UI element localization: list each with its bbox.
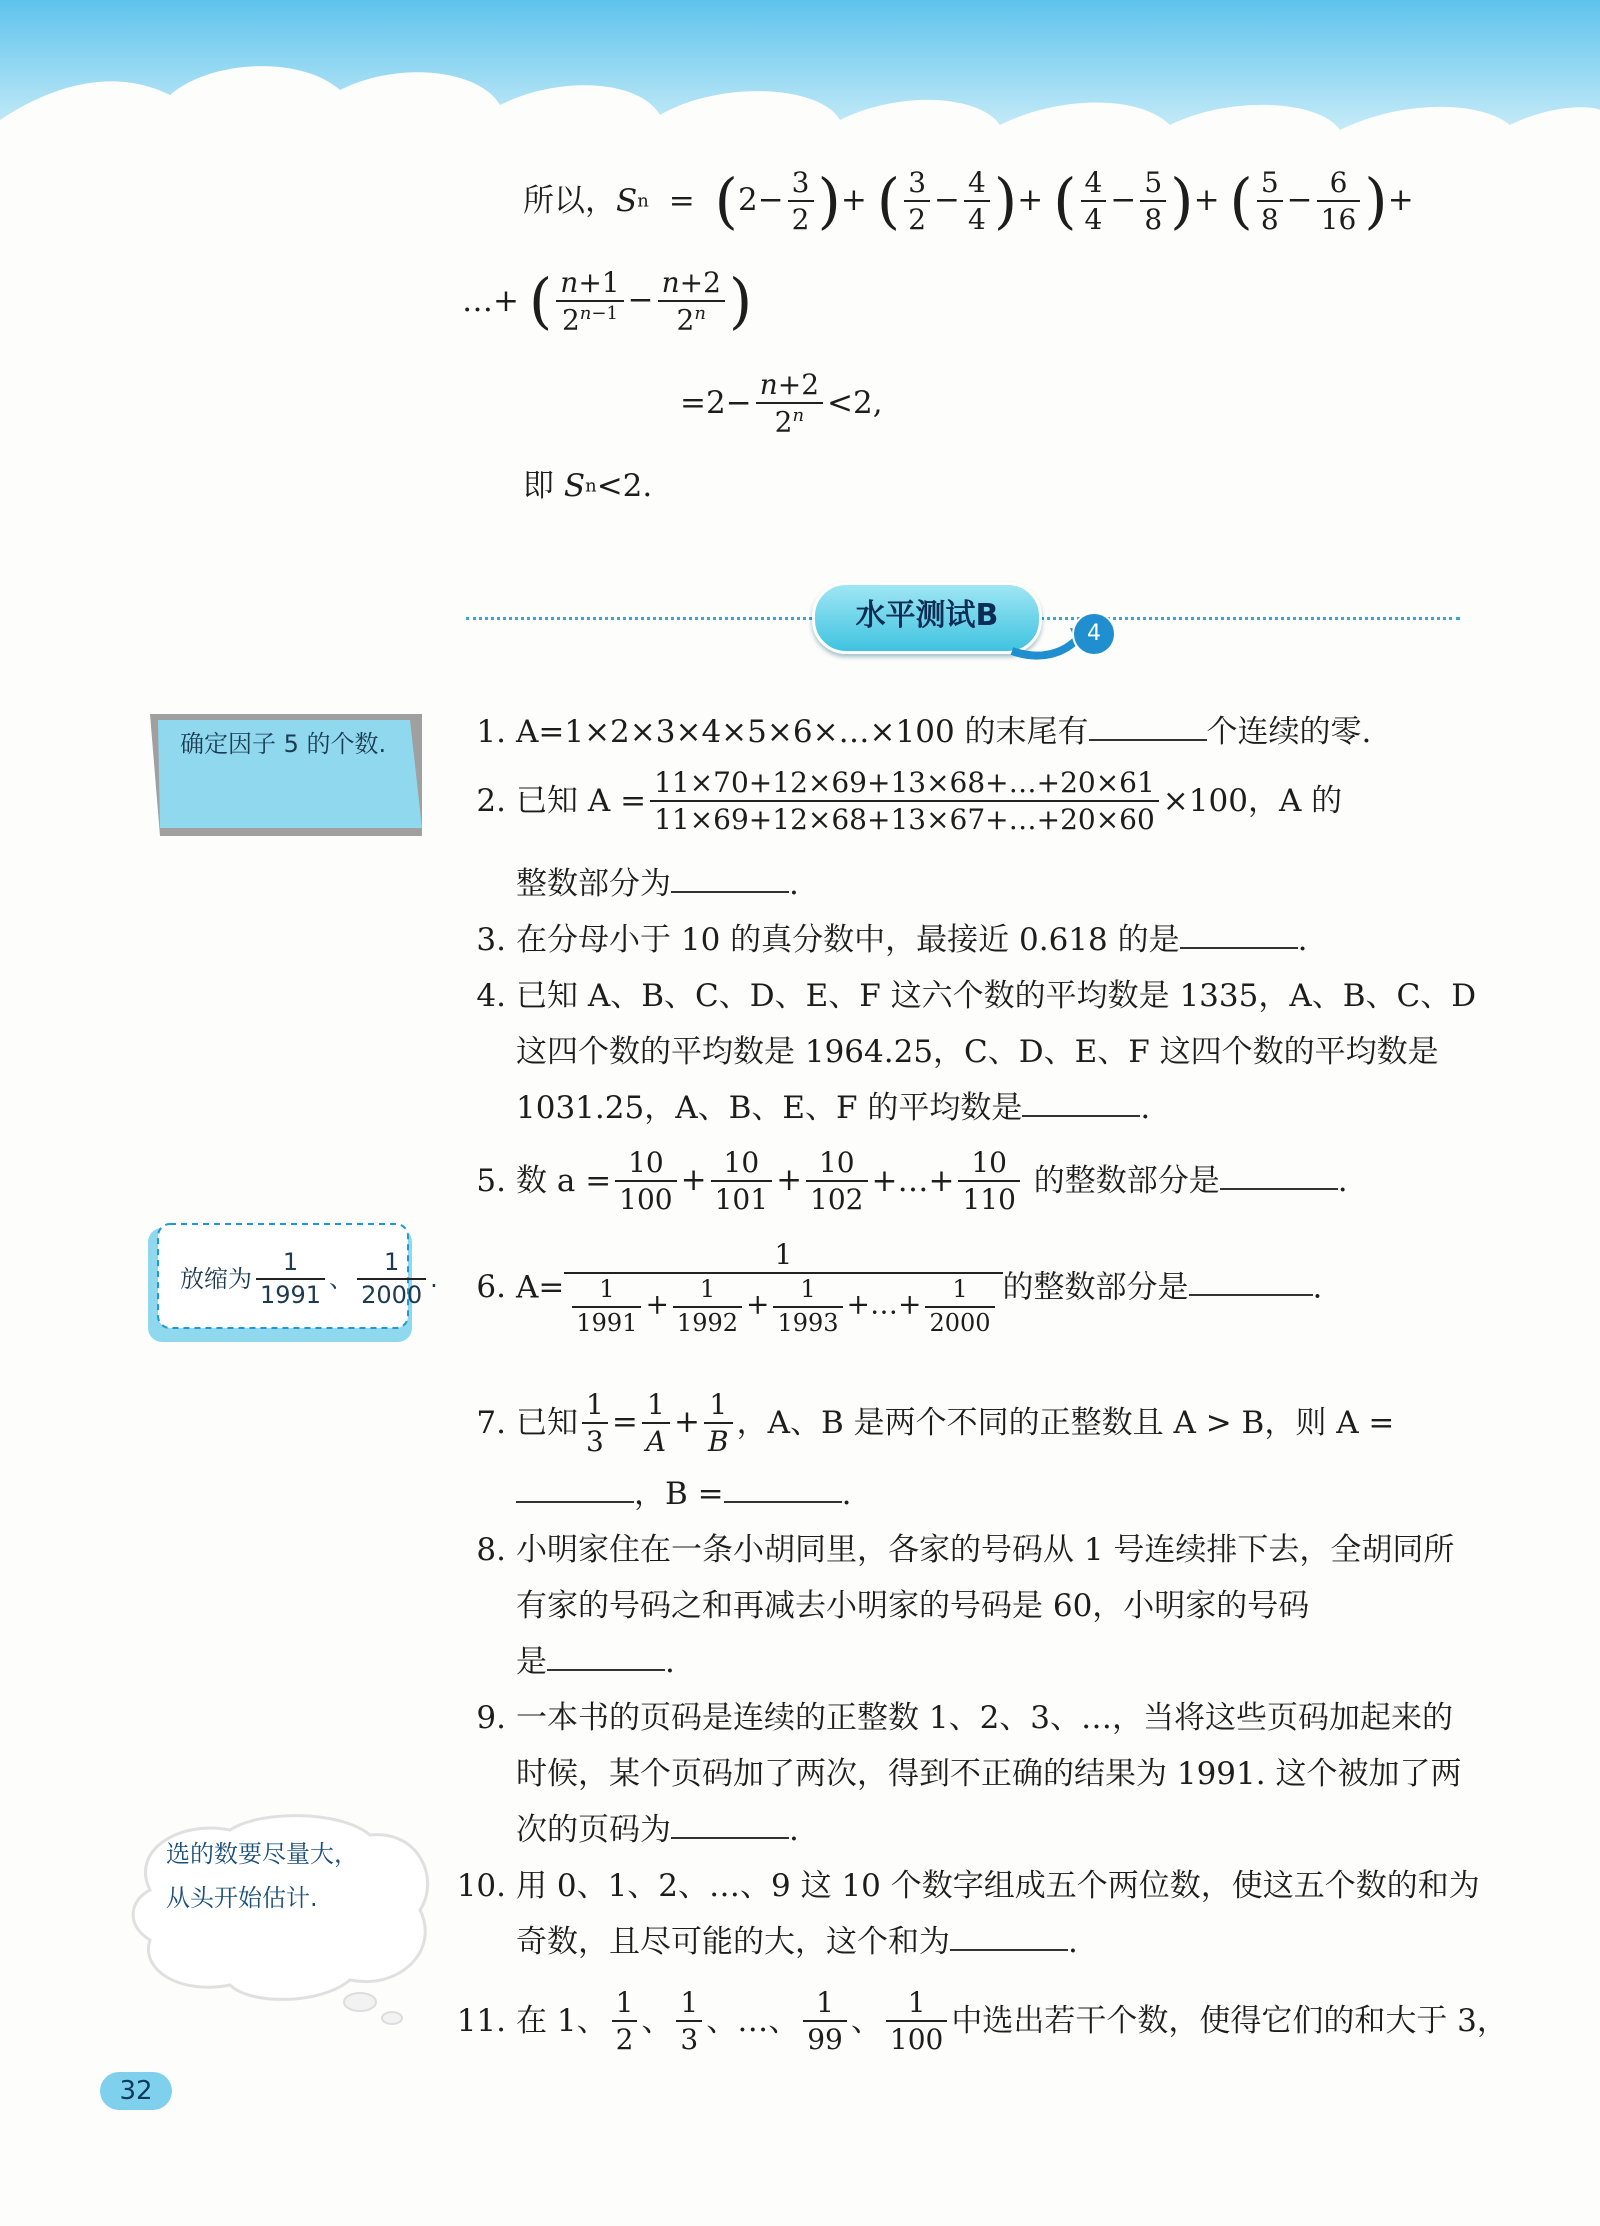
question-3: 3. 在分母小于 10 的真分数中，最接近 0.618 的是 .	[466, 924, 1307, 956]
fraction-10-101: $\frac{10}{101}$	[711, 1148, 772, 1215]
sidenote-estimate	[166, 1832, 358, 1920]
question-8-line3: 是 .	[516, 1644, 675, 1680]
fraction-1-B: $\frac{1}{B}$	[704, 1390, 733, 1457]
question-text: 已知 A =	[516, 782, 647, 819]
fraction-1-2000: $\frac{1}{2000}$	[357, 1250, 426, 1308]
question-text: 整数部分为	[516, 866, 671, 902]
question-number: 5.	[476, 1162, 506, 1199]
question-text: 这四个数的平均数是 1964.25，C、D、E、F 这四个数的平均数是	[516, 1034, 1439, 1070]
fraction-1-2000: $\frac{1}{2000}$	[925, 1277, 994, 1335]
question-4-line2	[516, 1036, 1439, 1068]
question-8	[466, 1534, 1454, 1566]
fraction-1-1993: $\frac{1}{1993}$	[773, 1277, 842, 1335]
question-6: 6. A= 1 $\frac{1}{1991}$ + $\frac{1}{1992}$ + $\frac{1}{1993}$ +…+ $\frac{1}{2000}$ 的整数部分是 .	[466, 1240, 1322, 1336]
fraction-1-1992: $\frac{1}{1992}$	[673, 1277, 742, 1335]
fraction-nested: 1 $\frac{1}{1991}$ + $\frac{1}{1992}$ + $\frac{1}{1993}$ +…+ $\frac{1}{2000}$	[564, 1240, 1002, 1336]
fraction-1-3: $\frac{1}{3}$	[676, 1988, 702, 2055]
sn-symbol: S	[563, 468, 586, 504]
question-text: 一本书的页码是连续的正整数 1、2、3、…，当将这些页码加起来的	[516, 1700, 1454, 1736]
fraction-large: $\frac{11\times 70+12\times 69+13\times 68+\dots+20\times 61}{11\times 69+12\times 68+13\times 67+\dots+20\times 60}$	[650, 768, 1159, 835]
fraction-1-100: $\frac{1}{100}$	[886, 1988, 947, 2055]
question-text: 1031.25，A、B、E、F 的平均数是	[516, 1090, 1023, 1126]
question-text: 在分母小于 10 的真分数中，最接近 0.618 的是	[516, 922, 1180, 958]
question-9-line3: 次的页码为 .	[516, 1812, 799, 1848]
paren-close: )	[993, 166, 1018, 237]
answer-blank[interactable]	[671, 869, 789, 893]
sn-subscript: n	[585, 475, 597, 497]
sidenote-scaling: 放缩为 $\frac{1}{1991}$ 、 $\frac{1}{2000}$ .	[180, 1248, 438, 1310]
sidenote-estimate-line1: 选的数要尽量大，	[166, 1840, 358, 1868]
question-text: 已知	[516, 1404, 578, 1441]
sn-symbol: S	[616, 182, 638, 219]
question-number: 7.	[476, 1404, 506, 1441]
question-10	[456, 1870, 1480, 1902]
question-number: 9.	[476, 1700, 506, 1736]
question-number: 10.	[456, 1868, 506, 1904]
fraction-1-1991: $\frac{1}{1991}$	[256, 1250, 325, 1308]
fraction-3-2b: $\frac{3}{2}$	[904, 168, 930, 235]
answer-blank[interactable]	[671, 1815, 789, 1839]
question-1	[466, 716, 1371, 748]
conclusion-tail: <2.	[596, 468, 653, 504]
sidenote-scaling-label: 放缩为	[180, 1265, 252, 1294]
equals-sign: =	[668, 182, 695, 219]
question-number: 4.	[476, 978, 506, 1014]
equals-sign: =2−	[680, 385, 752, 422]
fraction-n2-2n: $\frac{n+2}{2^n}$	[658, 268, 725, 335]
question-text: ×100，A 的	[1162, 782, 1343, 819]
question-4	[466, 980, 1476, 1012]
paren-open: (	[714, 166, 738, 237]
question-text: 有家的号码之和再减去小明家的号码是 60，小明家的号码	[516, 1588, 1310, 1624]
question-number: 6.	[476, 1269, 506, 1306]
question-7-line2: ，B = .	[516, 1478, 851, 1510]
question-number: 8.	[476, 1532, 506, 1568]
question-text: ，A、B 是两个不同的正整数且 A > B，则 A =	[736, 1404, 1395, 1441]
paren-open: (	[528, 266, 553, 337]
section-badge: 4	[1072, 612, 1116, 656]
sidenote-estimate-line2: 从头开始估计.	[166, 1884, 318, 1912]
section-divider-left	[466, 617, 812, 620]
question-number: 11.	[456, 2002, 506, 2039]
fraction-10-100: $\frac{10}{100}$	[615, 1148, 676, 1215]
question-11: 11. 在 1、 $\frac{1}{2}$ 、 $\frac{1}{3}$ 、…、 $\frac{1}{99}$ 、 $\frac{1}{100}$ 中选出若干个数，使得它们的和大于 3，	[456, 1986, 1508, 2057]
fraction-1-A: $\frac{1}{A}$	[642, 1390, 670, 1457]
question-text: 次的页码为	[516, 1812, 671, 1848]
answer-blank[interactable]	[1220, 1166, 1338, 1190]
answer-blank[interactable]	[1189, 1272, 1313, 1296]
less-than-2: <2,	[827, 385, 883, 422]
fraction-1-1991: $\frac{1}{1991}$	[572, 1277, 641, 1335]
question-2-line2: 整数部分为 .	[516, 866, 799, 902]
paren-close: )	[817, 166, 841, 237]
answer-blank[interactable]	[950, 1927, 1068, 1951]
question-text: A=1×2×3×4×5×6×…×100 的末尾有	[516, 714, 1089, 750]
question-text: A=	[516, 1269, 565, 1306]
section-title: 水平测试B	[812, 582, 1042, 654]
question-7: 7. 已知 $\frac{1}{3}$ = $\frac{1}{A}$ + $\frac{1}{B}$ ，A、B 是两个不同的正整数且 A > B，则 A =	[466, 1390, 1394, 1457]
answer-blank[interactable]	[547, 1647, 665, 1671]
question-text: ，B =	[634, 1476, 724, 1512]
question-10-line2: 奇数，且尽可能的大，这个和为 .	[516, 1924, 1078, 1960]
paren-close: )	[728, 266, 753, 337]
conclusion-label: 即	[523, 468, 564, 504]
fraction-n1-2n1: $\frac{n+1}{2^{n-1}}$	[556, 268, 623, 335]
question-text: 用 0、1、2、…、9 这 10 个数字组成五个两位数，使这五个数的和为	[516, 1868, 1480, 1904]
question-text: 时候，某个页码加了两次，得到不正确的结果为 1991. 这个被加了两	[516, 1756, 1462, 1792]
question-text: 在 1、	[516, 2002, 608, 2039]
question-9	[466, 1702, 1453, 1734]
question-text: 数 a =	[516, 1162, 612, 1199]
answer-blank-b[interactable]	[724, 1479, 842, 1503]
solution-line-1: 所以，Sn = (2− $\frac{3}{2}$ )+ ( $\frac{3}{2}$ − $\frac{4}{4}$ )+ ( $\frac{4}{4}$ − $\frac{5}{8}$ )+ ( $\frac{5}{8}$ − $\frac{6}{16}$ )+	[523, 166, 1414, 237]
question-text: 小明家住在一条小胡同里，各家的号码从 1 号连续排下去，全胡同所	[516, 1532, 1455, 1568]
question-8-line2	[516, 1590, 1309, 1622]
question-text: 奇数，且尽可能的大，这个和为	[516, 1924, 950, 1960]
fraction-4-4b: $\frac{4}{4}$	[1081, 168, 1107, 235]
paren-close: )	[1170, 166, 1194, 237]
solution-label: 所以，	[523, 182, 616, 219]
fraction-1-3: $\frac{1}{3}$	[582, 1390, 608, 1457]
answer-blank[interactable]	[1089, 717, 1207, 741]
question-5: 5. 数 a = $\frac{10}{100}$ + $\frac{10}{101}$ + $\frac{10}{102}$ +…+ $\frac{10}{110}$ 的整数部分是 .	[466, 1148, 1348, 1215]
fraction-5-8b: $\frac{5}{8}$	[1257, 168, 1283, 235]
fraction-6-16: $\frac{6}{16}$	[1317, 168, 1361, 235]
paren-open: (	[1229, 166, 1253, 237]
fraction-4-4: $\frac{4}{4}$	[964, 168, 990, 235]
solution-line-3	[680, 370, 883, 437]
question-number: 3.	[476, 922, 506, 958]
sn-subscript: n	[637, 190, 649, 212]
answer-blank-a[interactable]	[516, 1479, 634, 1503]
question-text: 的整数部分是	[1002, 1269, 1189, 1306]
fraction-3-2: $\frac{3}{2}$	[788, 168, 814, 235]
page-number: 32	[100, 2072, 172, 2110]
fraction-10-110: $\frac{10}{110}$	[958, 1148, 1019, 1215]
fraction-5-8: $\frac{5}{8}$	[1140, 168, 1166, 235]
question-text: 的整数部分是	[1023, 1162, 1220, 1199]
sidenote-factor-five: 确定因子 5 的个数.	[180, 730, 387, 758]
fraction-10-102: $\frac{10}{102}$	[806, 1148, 867, 1215]
solution-line-2: …+ ( $\frac{n+1}{2^{n-1}}$ − $\frac{n+2}{2^n}$ )	[462, 266, 753, 337]
fraction-1-99: $\frac{1}{99}$	[803, 1988, 847, 2055]
question-9-line2	[516, 1758, 1461, 1790]
question-text: 是	[516, 1644, 547, 1680]
question-text: 中选出若干个数，使得它们的和大于 3，	[951, 2002, 1508, 2039]
paren-open: (	[876, 166, 901, 237]
solution-conclusion	[523, 470, 652, 502]
answer-blank[interactable]	[1022, 1093, 1140, 1117]
question-text: 个连续的零.	[1206, 714, 1372, 750]
fraction-n2-2n-result: $\frac{n+2}{2^n}$	[756, 370, 823, 437]
paren-open: (	[1053, 166, 1077, 237]
question-number: 1.	[476, 714, 506, 750]
paren-close: )	[1364, 166, 1388, 237]
question-number: 2.	[476, 782, 506, 819]
answer-blank[interactable]	[1180, 925, 1298, 949]
ellipsis-plus: …+	[462, 283, 519, 320]
question-text: 已知 A、B、C、D、E、F 这六个数的平均数是 1335，A、B、C、D	[516, 978, 1477, 1014]
question-2	[466, 768, 1342, 835]
question-4-line3: 1031.25，A、B、E、F 的平均数是 .	[516, 1090, 1151, 1126]
fraction-1-2: $\frac{1}{2}$	[612, 1988, 638, 2055]
